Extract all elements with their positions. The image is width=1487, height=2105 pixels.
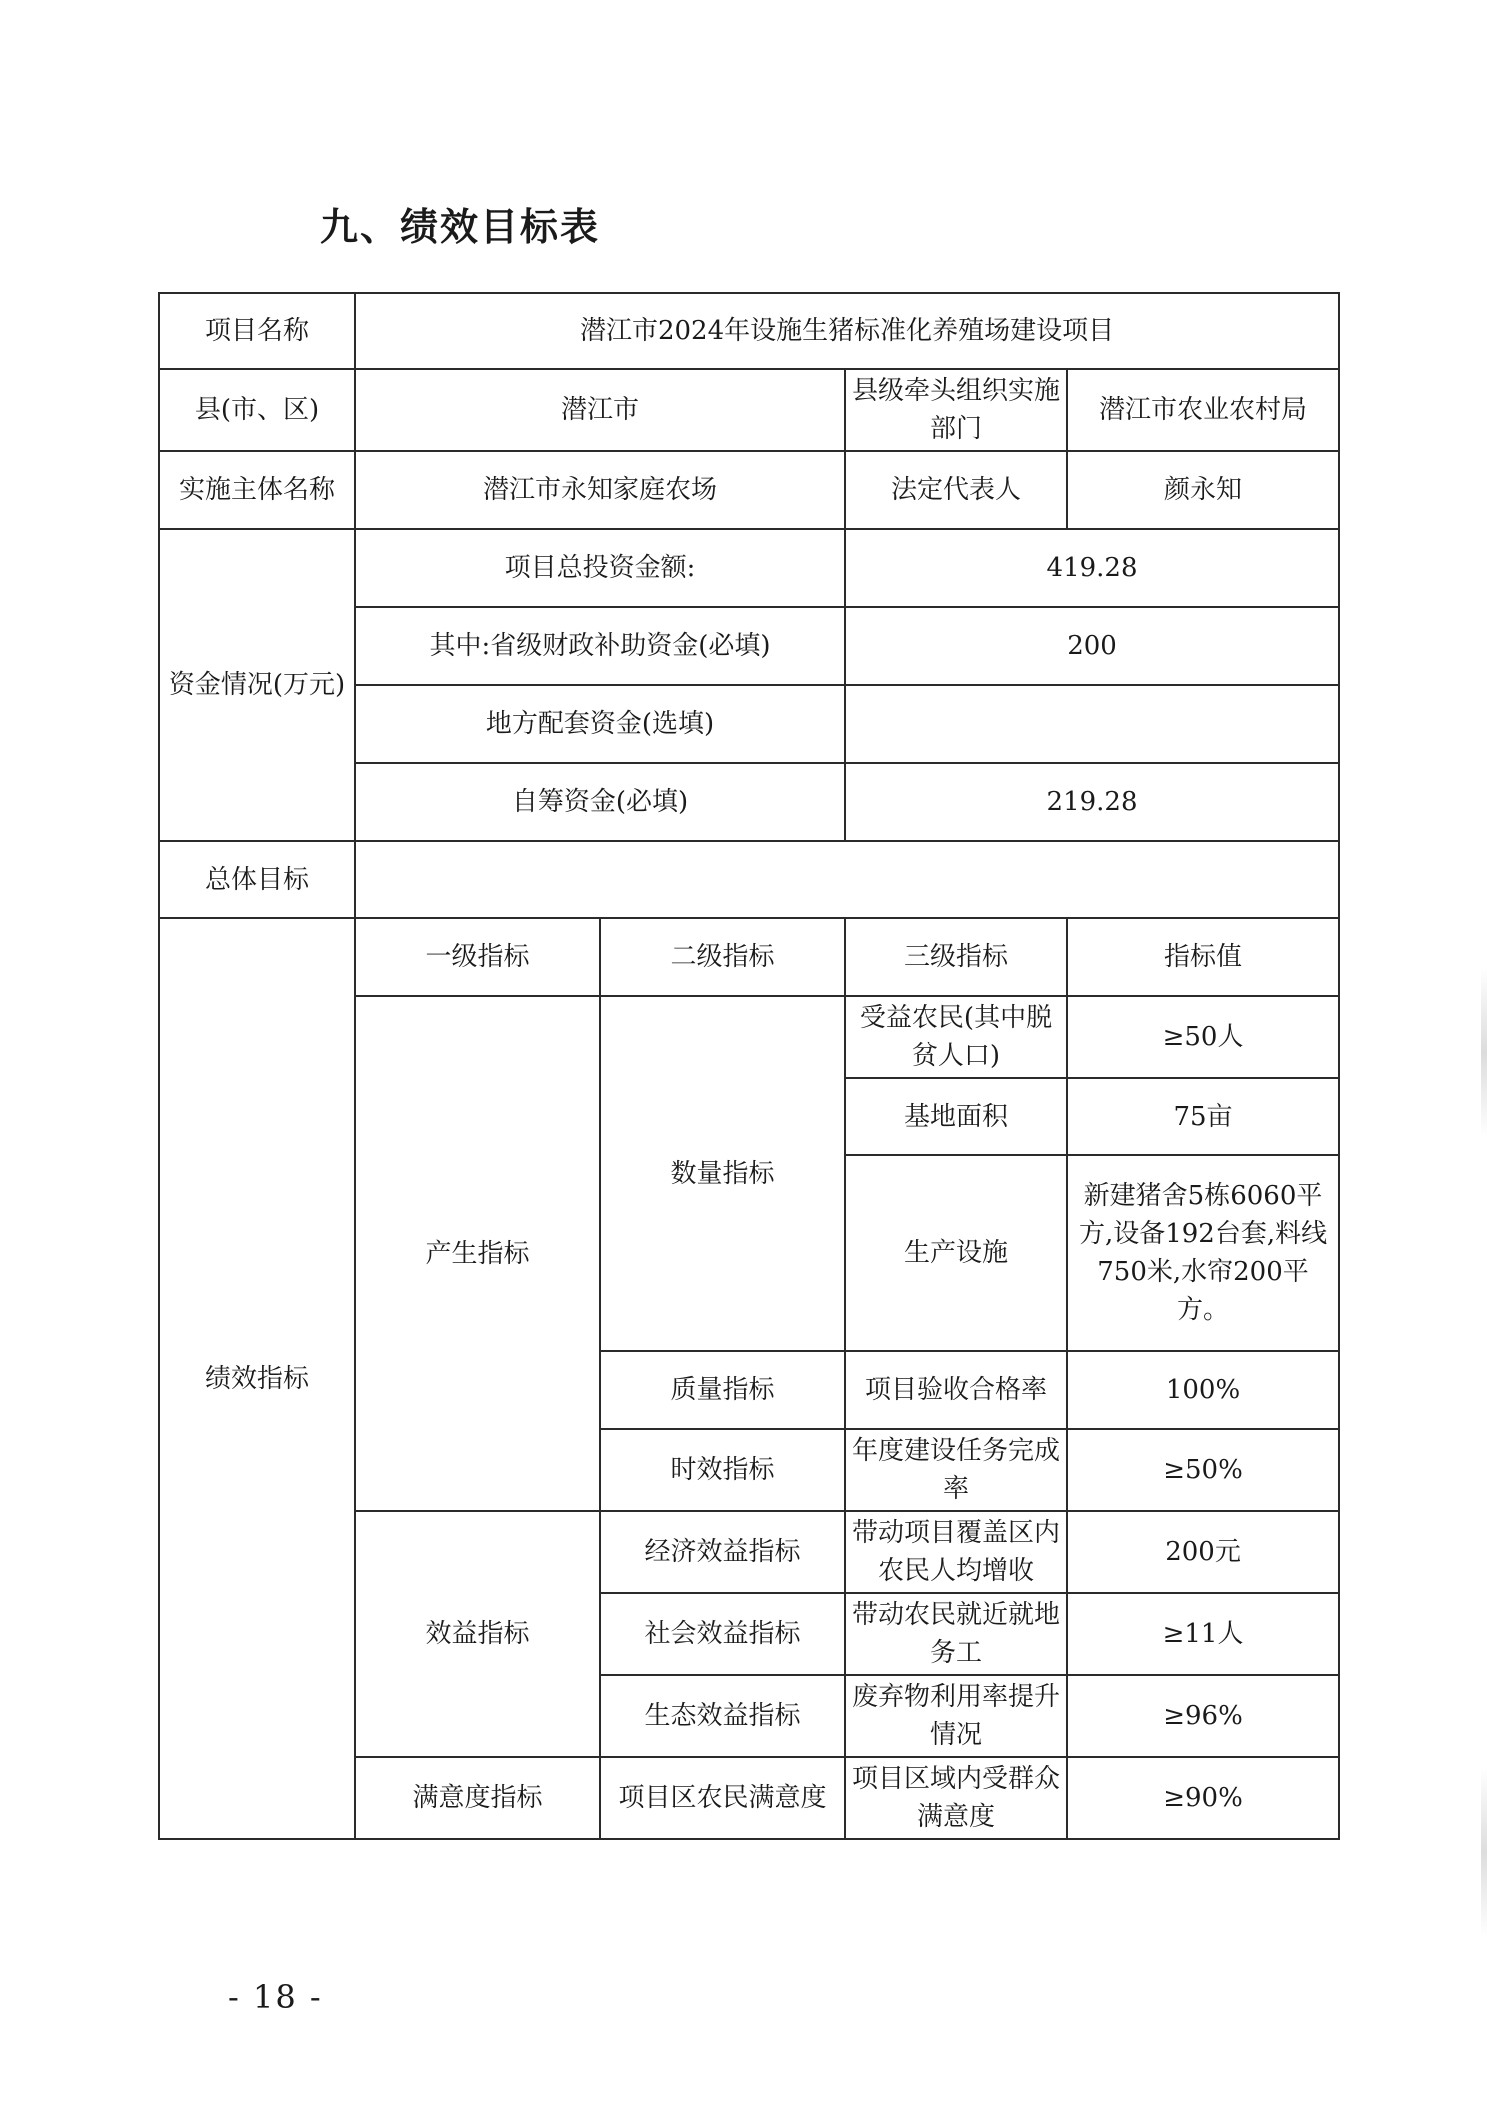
quality-indicator-label: 质量指标 [600, 1351, 845, 1429]
overall-target-value [355, 841, 1339, 918]
quality-name: 项目验收合格率 [845, 1351, 1067, 1429]
header-value: 指标值 [1067, 918, 1339, 996]
overall-target-label: 总体目标 [159, 841, 355, 918]
county-value: 潜江市 [355, 369, 845, 451]
base-area-value: 75亩 [1067, 1078, 1339, 1155]
economic-benefit-name: 带动项目覆盖区内农民人均增收 [845, 1511, 1067, 1593]
fund-provincial-value: 200 [845, 607, 1339, 685]
beneficiaries-name: 受益农民(其中脱贫人口) [845, 996, 1067, 1078]
dept-label: 县级牵头组织实施部门 [845, 369, 1067, 451]
facilities-value: 新建猪舍5栋6060平方,设备192台套,料线750米,水帘200平方。 [1067, 1155, 1339, 1351]
economic-benefit-value: 200元 [1067, 1511, 1339, 1593]
county-label: 县(市、区) [159, 369, 355, 451]
fund-total-value: 419.28 [845, 529, 1339, 607]
satisfaction-value: ≥90% [1067, 1757, 1339, 1839]
rep-value: 颜永知 [1067, 451, 1339, 529]
header-level-1: 一级指标 [355, 918, 600, 996]
row-entity [159, 451, 1339, 529]
fund-self-label: 自筹资金(必填) [355, 763, 845, 841]
rep-label: 法定代表人 [845, 451, 1067, 529]
page-number: - 18 - [228, 1978, 323, 2016]
funds-label: 资金情况(万元) [159, 529, 355, 841]
facilities-name: 生产设施 [845, 1155, 1067, 1351]
ecological-benefit-name: 废弃物利用率提升情况 [845, 1675, 1067, 1757]
satisfaction-name: 项目区域内受群众满意度 [845, 1757, 1067, 1839]
fund-total-label: 项目总投资金额: [355, 529, 845, 607]
social-benefit-label: 社会效益指标 [600, 1593, 845, 1675]
satisfaction-indicator-label: 满意度指标 [355, 1757, 600, 1839]
timeliness-value: ≥50% [1067, 1429, 1339, 1511]
page-heading: 九、绩效目标表 [320, 205, 601, 249]
fund-local-label: 地方配套资金(选填) [355, 685, 845, 763]
ecological-benefit-label: 生态效益指标 [600, 1675, 845, 1757]
satisfaction-second-label: 项目区农民满意度 [600, 1757, 845, 1839]
row-project-name [159, 293, 1339, 369]
economic-benefit-label: 经济效益指标 [600, 1511, 845, 1593]
dept-value: 潜江市农业农村局 [1067, 369, 1339, 451]
fund-local-value [845, 685, 1339, 763]
benefit-indicator-label: 效益指标 [355, 1511, 600, 1757]
fund-self-value: 219.28 [845, 763, 1339, 841]
output-indicator-label: 产生指标 [355, 996, 600, 1511]
quality-value: 100% [1067, 1351, 1339, 1429]
indicators-label: 绩效指标 [159, 918, 355, 1839]
row-county [159, 369, 1339, 451]
timeliness-name: 年度建设任务完成率 [845, 1429, 1067, 1511]
beneficiaries-value: ≥50人 [1067, 996, 1339, 1078]
project-name-value: 潜江市2024年设施生猪标准化养殖场建设项目 [355, 293, 1339, 369]
header-level-2: 二级指标 [600, 918, 845, 996]
entity-value: 潜江市永知家庭农场 [355, 451, 845, 529]
social-benefit-name: 带动农民就近就地务工 [845, 1593, 1067, 1675]
header-level-3: 三级指标 [845, 918, 1067, 996]
project-name-label: 项目名称 [159, 293, 355, 369]
timeliness-indicator-label: 时效指标 [600, 1429, 845, 1511]
row-overall-target [159, 841, 1339, 918]
ecological-benefit-value: ≥96% [1067, 1675, 1339, 1757]
base-area-name: 基地面积 [845, 1078, 1067, 1155]
social-benefit-value: ≥11人 [1067, 1593, 1339, 1675]
scan-edge-artifact [1481, 0, 1487, 2105]
quantity-indicator-label: 数量指标 [600, 996, 845, 1351]
performance-target-table [158, 292, 1340, 1840]
fund-provincial-label: 其中:省级财政补助资金(必填) [355, 607, 845, 685]
entity-label: 实施主体名称 [159, 451, 355, 529]
row-fund-total [159, 529, 1339, 607]
row-indicator-headers [159, 918, 1339, 996]
